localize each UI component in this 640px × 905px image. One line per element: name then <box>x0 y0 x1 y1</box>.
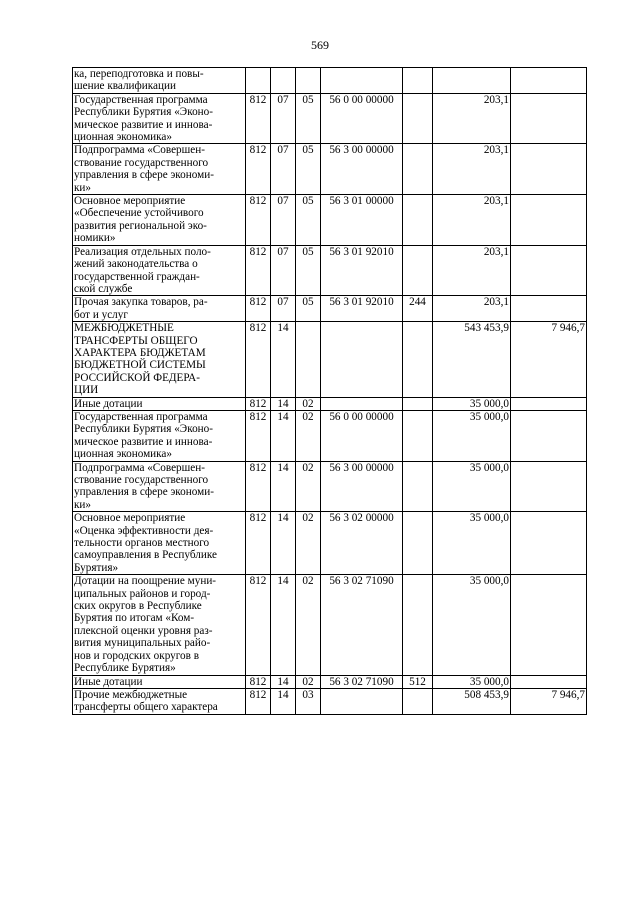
federal-amount-cell <box>511 512 587 575</box>
table-row <box>73 688 587 714</box>
item-name-line: Бурятия по итогам «Ком- <box>74 612 195 625</box>
item-name-line: ствование государственного <box>74 156 209 169</box>
section-code-cell: 14 <box>271 397 296 410</box>
section-code-cell: 07 <box>271 93 296 144</box>
federal-amount-cell <box>511 93 587 144</box>
target-article-cell: 56 0 00 00000 <box>321 410 403 461</box>
item-name-cell <box>73 410 246 461</box>
federal-amount-cell <box>511 296 587 322</box>
ministry-code-cell: 812 <box>246 688 271 714</box>
item-name-line: ципальных районов и город- <box>74 587 211 600</box>
subsection-code-cell: 02 <box>296 397 321 410</box>
federal-amount-cell <box>511 68 587 94</box>
item-name-line: мическое развитие и иннова- <box>74 118 213 131</box>
item-name-line: мическое развитие и иннова- <box>74 435 213 448</box>
item-name-line: Реализация отдельных поло- <box>74 245 211 258</box>
page-number: 569 <box>311 38 329 52</box>
ministry-code-cell: 812 <box>246 296 271 322</box>
item-name-line: ЦИИ <box>74 384 99 397</box>
federal-amount-cell <box>511 675 587 688</box>
item-name-line: Государственная программа <box>74 93 208 106</box>
ministry-code-cell: 812 <box>246 512 271 575</box>
table-row <box>73 322 587 397</box>
federal-amount-cell <box>511 245 587 296</box>
table-row <box>73 245 587 296</box>
item-name-line: государственной граждан- <box>74 270 200 283</box>
item-name-cell <box>73 195 246 246</box>
item-name-line: жений законодательства о <box>74 258 198 271</box>
item-name-line: Основное мероприятие <box>74 195 186 208</box>
item-name-line: ки» <box>74 181 92 194</box>
expense-type-cell <box>403 575 433 675</box>
item-name-line: Основное мероприятие <box>74 512 186 525</box>
item-name-cell <box>73 296 246 322</box>
item-name-line: ских округов в Республике <box>74 600 202 613</box>
ministry-code-cell: 812 <box>246 245 271 296</box>
item-name-line: плексной оценки уровня раз- <box>74 624 213 637</box>
item-name-line: Прочие межбюджетные <box>74 688 188 701</box>
section-code-cell: 07 <box>271 195 296 246</box>
target-article-cell <box>321 68 403 94</box>
section-code-cell <box>271 68 296 94</box>
expense-type-cell <box>403 68 433 94</box>
item-name-line: бот и услуг <box>74 308 128 321</box>
subsection-code-cell: 05 <box>296 195 321 246</box>
item-name-line: МЕЖБЮДЖЕТНЫЕ <box>74 322 174 335</box>
item-name-line: «Обеспечение устойчивого <box>74 207 204 220</box>
subsection-code-cell: 02 <box>296 461 321 512</box>
table-row <box>73 144 587 195</box>
item-name-line: Иные дотации <box>74 675 143 688</box>
item-name-line: ционная экономика» <box>74 131 172 144</box>
expense-type-cell <box>403 93 433 144</box>
expense-type-cell <box>403 688 433 714</box>
item-name-cell <box>73 675 246 688</box>
amount-cell: 203,1 <box>433 296 511 322</box>
subsection-code-cell: 05 <box>296 93 321 144</box>
section-code-cell: 14 <box>271 322 296 397</box>
item-name-cell <box>73 93 246 144</box>
item-name-line: Республике Бурятия» <box>74 662 176 675</box>
item-name-cell <box>73 144 246 195</box>
amount-cell: 35 000,0 <box>433 397 511 410</box>
item-name-line: ка, переподготовка и повы- <box>74 68 204 80</box>
subsection-code-cell <box>296 68 321 94</box>
amount-cell: 203,1 <box>433 93 511 144</box>
subsection-code-cell: 02 <box>296 410 321 461</box>
item-name-cell <box>73 688 246 714</box>
item-name-cell <box>73 68 246 94</box>
ministry-code-cell: 812 <box>246 144 271 195</box>
ministry-code-cell: 812 <box>246 675 271 688</box>
item-name-cell <box>73 461 246 512</box>
target-article-cell: 56 3 00 00000 <box>321 144 403 195</box>
item-name-line: вития муниципальных райо- <box>74 637 211 650</box>
item-name-line: Подпрограмма «Совершен- <box>74 144 205 157</box>
subsection-code-cell: 05 <box>296 245 321 296</box>
federal-amount-cell <box>511 195 587 246</box>
item-name-line: ционная экономика» <box>74 448 172 461</box>
item-name-line: Государственная программа <box>74 410 208 423</box>
subsection-code-cell: 02 <box>296 675 321 688</box>
item-name-line: «Оценка эффективности дея- <box>74 524 214 537</box>
target-article-cell: 56 3 01 92010 <box>321 296 403 322</box>
item-name-line: тельности органов местного <box>74 537 210 550</box>
federal-amount-cell <box>511 575 587 675</box>
section-code-cell: 14 <box>271 461 296 512</box>
expense-type-cell <box>403 397 433 410</box>
table-row <box>73 93 587 144</box>
target-article-cell: 56 3 01 92010 <box>321 245 403 296</box>
item-name-line: трансферты общего характера <box>74 701 218 714</box>
target-article-cell <box>321 397 403 410</box>
item-name-line: номики» <box>74 232 116 245</box>
expense-type-cell <box>403 144 433 195</box>
section-code-cell: 14 <box>271 410 296 461</box>
federal-amount-cell <box>511 397 587 410</box>
item-name-line: нов и городских округов в <box>74 649 200 662</box>
item-name-line: Республики Бурятия «Эконо- <box>74 106 213 119</box>
target-article-cell: 56 3 02 00000 <box>321 512 403 575</box>
budget-table <box>72 67 587 715</box>
section-code-cell: 07 <box>271 296 296 322</box>
federal-amount-cell <box>511 144 587 195</box>
item-name-cell <box>73 245 246 296</box>
item-name-line: самоуправления в Республике <box>74 549 217 562</box>
table-row <box>73 195 587 246</box>
expense-type-cell: 244 <box>403 296 433 322</box>
section-code-cell: 14 <box>271 688 296 714</box>
ministry-code-cell: 812 <box>246 93 271 144</box>
amount-cell: 508 453,9 <box>433 688 511 714</box>
item-name-line: управления в сфере экономи- <box>74 486 214 499</box>
amount-cell: 35 000,0 <box>433 575 511 675</box>
item-name-cell <box>73 322 246 397</box>
amount-cell: 35 000,0 <box>433 461 511 512</box>
expense-type-cell <box>403 195 433 246</box>
section-code-cell: 14 <box>271 575 296 675</box>
item-name-line: ки» <box>74 498 92 511</box>
table-row <box>73 397 587 410</box>
expense-type-cell <box>403 410 433 461</box>
amount-cell: 35 000,0 <box>433 512 511 575</box>
federal-amount-cell <box>511 461 587 512</box>
table-row <box>73 296 587 322</box>
amount-cell: 203,1 <box>433 144 511 195</box>
subsection-code-cell: 05 <box>296 144 321 195</box>
subsection-code-cell <box>296 322 321 397</box>
amount-cell: 35 000,0 <box>433 675 511 688</box>
ministry-code-cell: 812 <box>246 461 271 512</box>
item-name-line: шение квалификации <box>74 80 176 93</box>
table-row <box>73 575 587 675</box>
target-article-cell: 56 3 02 71090 <box>321 675 403 688</box>
subsection-code-cell: 02 <box>296 575 321 675</box>
section-code-cell: 07 <box>271 144 296 195</box>
expense-type-cell <box>403 322 433 397</box>
target-article-cell <box>321 688 403 714</box>
item-name-line: РОССИЙСКОЙ ФЕДЕРА- <box>74 371 200 384</box>
item-name-line: Республики Бурятия «Эконо- <box>74 423 213 436</box>
subsection-code-cell: 03 <box>296 688 321 714</box>
table-row <box>73 68 587 94</box>
ministry-code-cell: 812 <box>246 397 271 410</box>
expense-type-cell <box>403 245 433 296</box>
item-name-line: управления в сфере экономи- <box>74 169 214 182</box>
item-name-cell <box>73 397 246 410</box>
target-article-cell: 56 0 00 00000 <box>321 93 403 144</box>
expense-type-cell: 512 <box>403 675 433 688</box>
ministry-code-cell <box>246 68 271 94</box>
item-name-line: ТРАНСФЕРТЫ ОБЩЕГО <box>74 334 198 347</box>
ministry-code-cell: 812 <box>246 410 271 461</box>
expense-type-cell <box>403 461 433 512</box>
target-article-cell: 56 3 00 00000 <box>321 461 403 512</box>
amount-cell: 203,1 <box>433 245 511 296</box>
table-row <box>73 675 587 688</box>
item-name-line: Подпрограмма «Совершен- <box>74 461 205 474</box>
federal-amount-cell <box>511 410 587 461</box>
amount-cell: 203,1 <box>433 195 511 246</box>
federal-amount-cell: 7 946,7 <box>511 322 587 397</box>
item-name-line: развития региональной эко- <box>74 219 207 232</box>
target-article-cell <box>321 322 403 397</box>
target-article-cell: 56 3 02 71090 <box>321 575 403 675</box>
subsection-code-cell: 02 <box>296 512 321 575</box>
ministry-code-cell: 812 <box>246 195 271 246</box>
section-code-cell: 14 <box>271 675 296 688</box>
item-name-line: ствование государственного <box>74 474 209 486</box>
amount-cell: 35 000,0 <box>433 410 511 461</box>
item-name-line: Иные дотации <box>74 397 143 410</box>
amount-cell: 543 453,9 <box>433 322 511 397</box>
table-row <box>73 512 587 575</box>
table-row <box>73 410 587 461</box>
amount-cell <box>433 68 511 94</box>
item-name-line: ской службе <box>74 282 133 295</box>
item-name-cell <box>73 512 246 575</box>
ministry-code-cell: 812 <box>246 575 271 675</box>
item-name-line: Бурятия» <box>74 561 119 574</box>
target-article-cell: 56 3 01 00000 <box>321 195 403 246</box>
item-name-line: ХАРАКТЕРА БЮДЖЕТАМ <box>74 346 206 359</box>
ministry-code-cell: 812 <box>246 322 271 397</box>
item-name-line: БЮДЖЕТНОЙ СИСТЕМЫ <box>74 359 206 372</box>
item-name-cell <box>73 575 246 675</box>
federal-amount-cell: 7 946,7 <box>511 688 587 714</box>
subsection-code-cell: 05 <box>296 296 321 322</box>
section-code-cell: 14 <box>271 512 296 575</box>
expense-type-cell <box>403 512 433 575</box>
table-row <box>73 461 587 512</box>
item-name-line: Прочая закупка товаров, ра- <box>74 296 208 309</box>
item-name-line: Дотации на поощрение муни- <box>74 575 217 588</box>
section-code-cell: 07 <box>271 245 296 296</box>
